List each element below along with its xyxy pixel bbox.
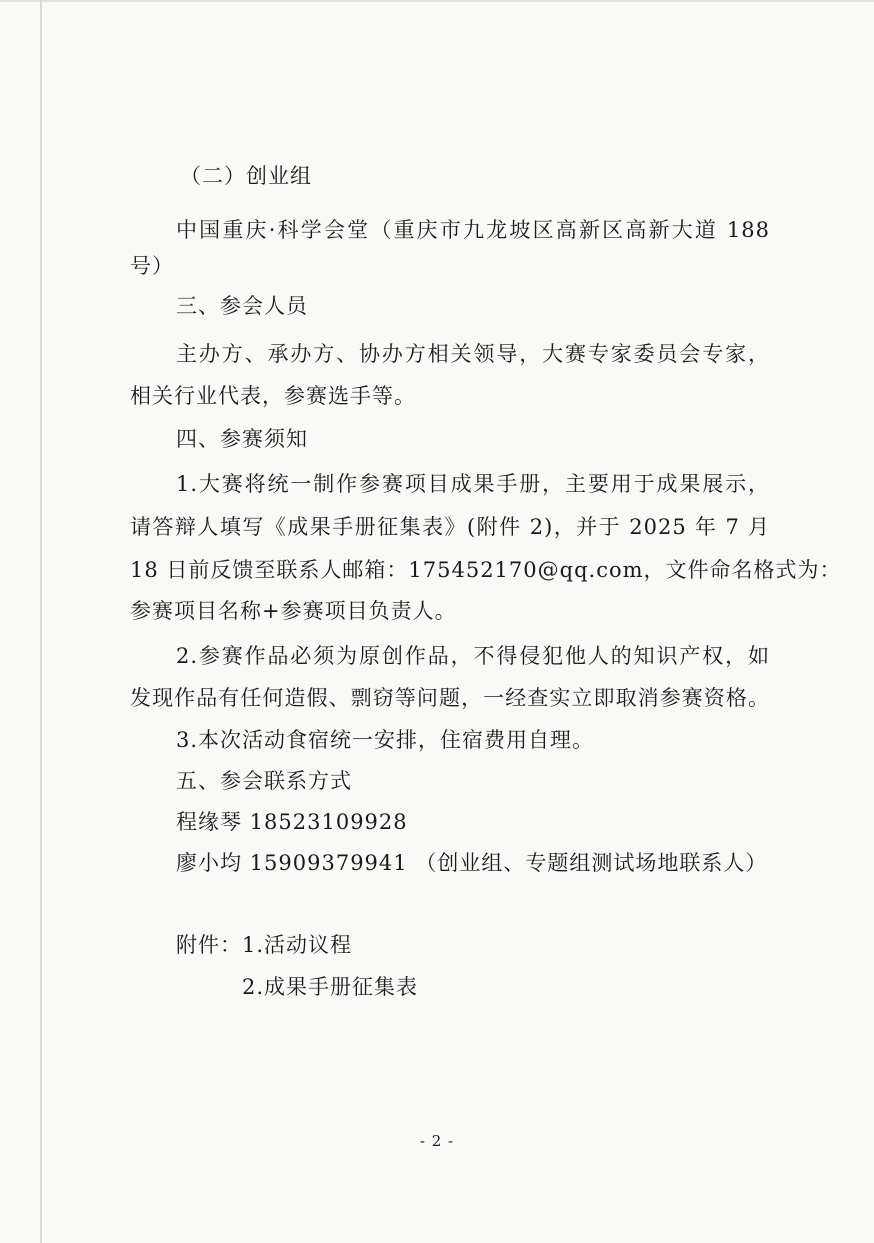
attachment-line-2: 2.成果手册征集表 [242,975,419,999]
notice-item-2-cont: 发现作品有任何造假、剽窃等问题，一经查实立即取消参赛资格。 [130,686,770,710]
section-heading-attendees: 三、参会人员 [176,294,308,318]
section-heading-notice: 四、参赛须知 [176,427,308,451]
notice-item-2: 2.参赛作品必须为原创作品，不得侵犯他人的知识产权，如 [176,644,770,668]
venue-line: 中国重庆·科学会堂（重庆市九龙坡区高新区高新大道 188 [176,218,770,242]
notice-item-3: 3.本次活动食宿统一安排，住宿费用自理。 [176,728,595,752]
notice-item-1-cont-b: 18 日前反馈至联系人邮箱：175452170@qq.com，文件命名格式为： [130,558,842,582]
attendees-line: 主办方、承办方、协办方相关领导，大赛专家委员会专家， [176,342,770,366]
scan-edge-left [40,0,42,1243]
notice-item-1-cont-c: 参赛项目名称+参赛项目负责人。 [130,599,457,623]
notice-item-1-cont-a: 请答辩人填写《成果手册征集表》(附件 2)，并于 2025 年 7 月 [130,515,770,539]
page-number: - 2 - [419,1132,455,1150]
notice-item-1: 1.大赛将统一制作参赛项目成果手册，主要用于成果展示， [176,472,770,496]
attachment-line-1: 附件：1.活动议程 [176,933,353,957]
attendees-line-cont: 相关行业代表，参赛选手等。 [130,384,416,408]
venue-line-cont: 号） [130,254,174,278]
section-heading-startup-group: （二）创业组 [180,164,312,188]
contact-line-1: 程缘琴 18523109928 [176,810,408,834]
contact-line-2: 廖小均 15909379941 （创业组、专题组测试场地联系人） [176,851,768,875]
scan-edge-top [0,0,874,2]
section-heading-contact: 五、参会联系方式 [176,769,352,793]
